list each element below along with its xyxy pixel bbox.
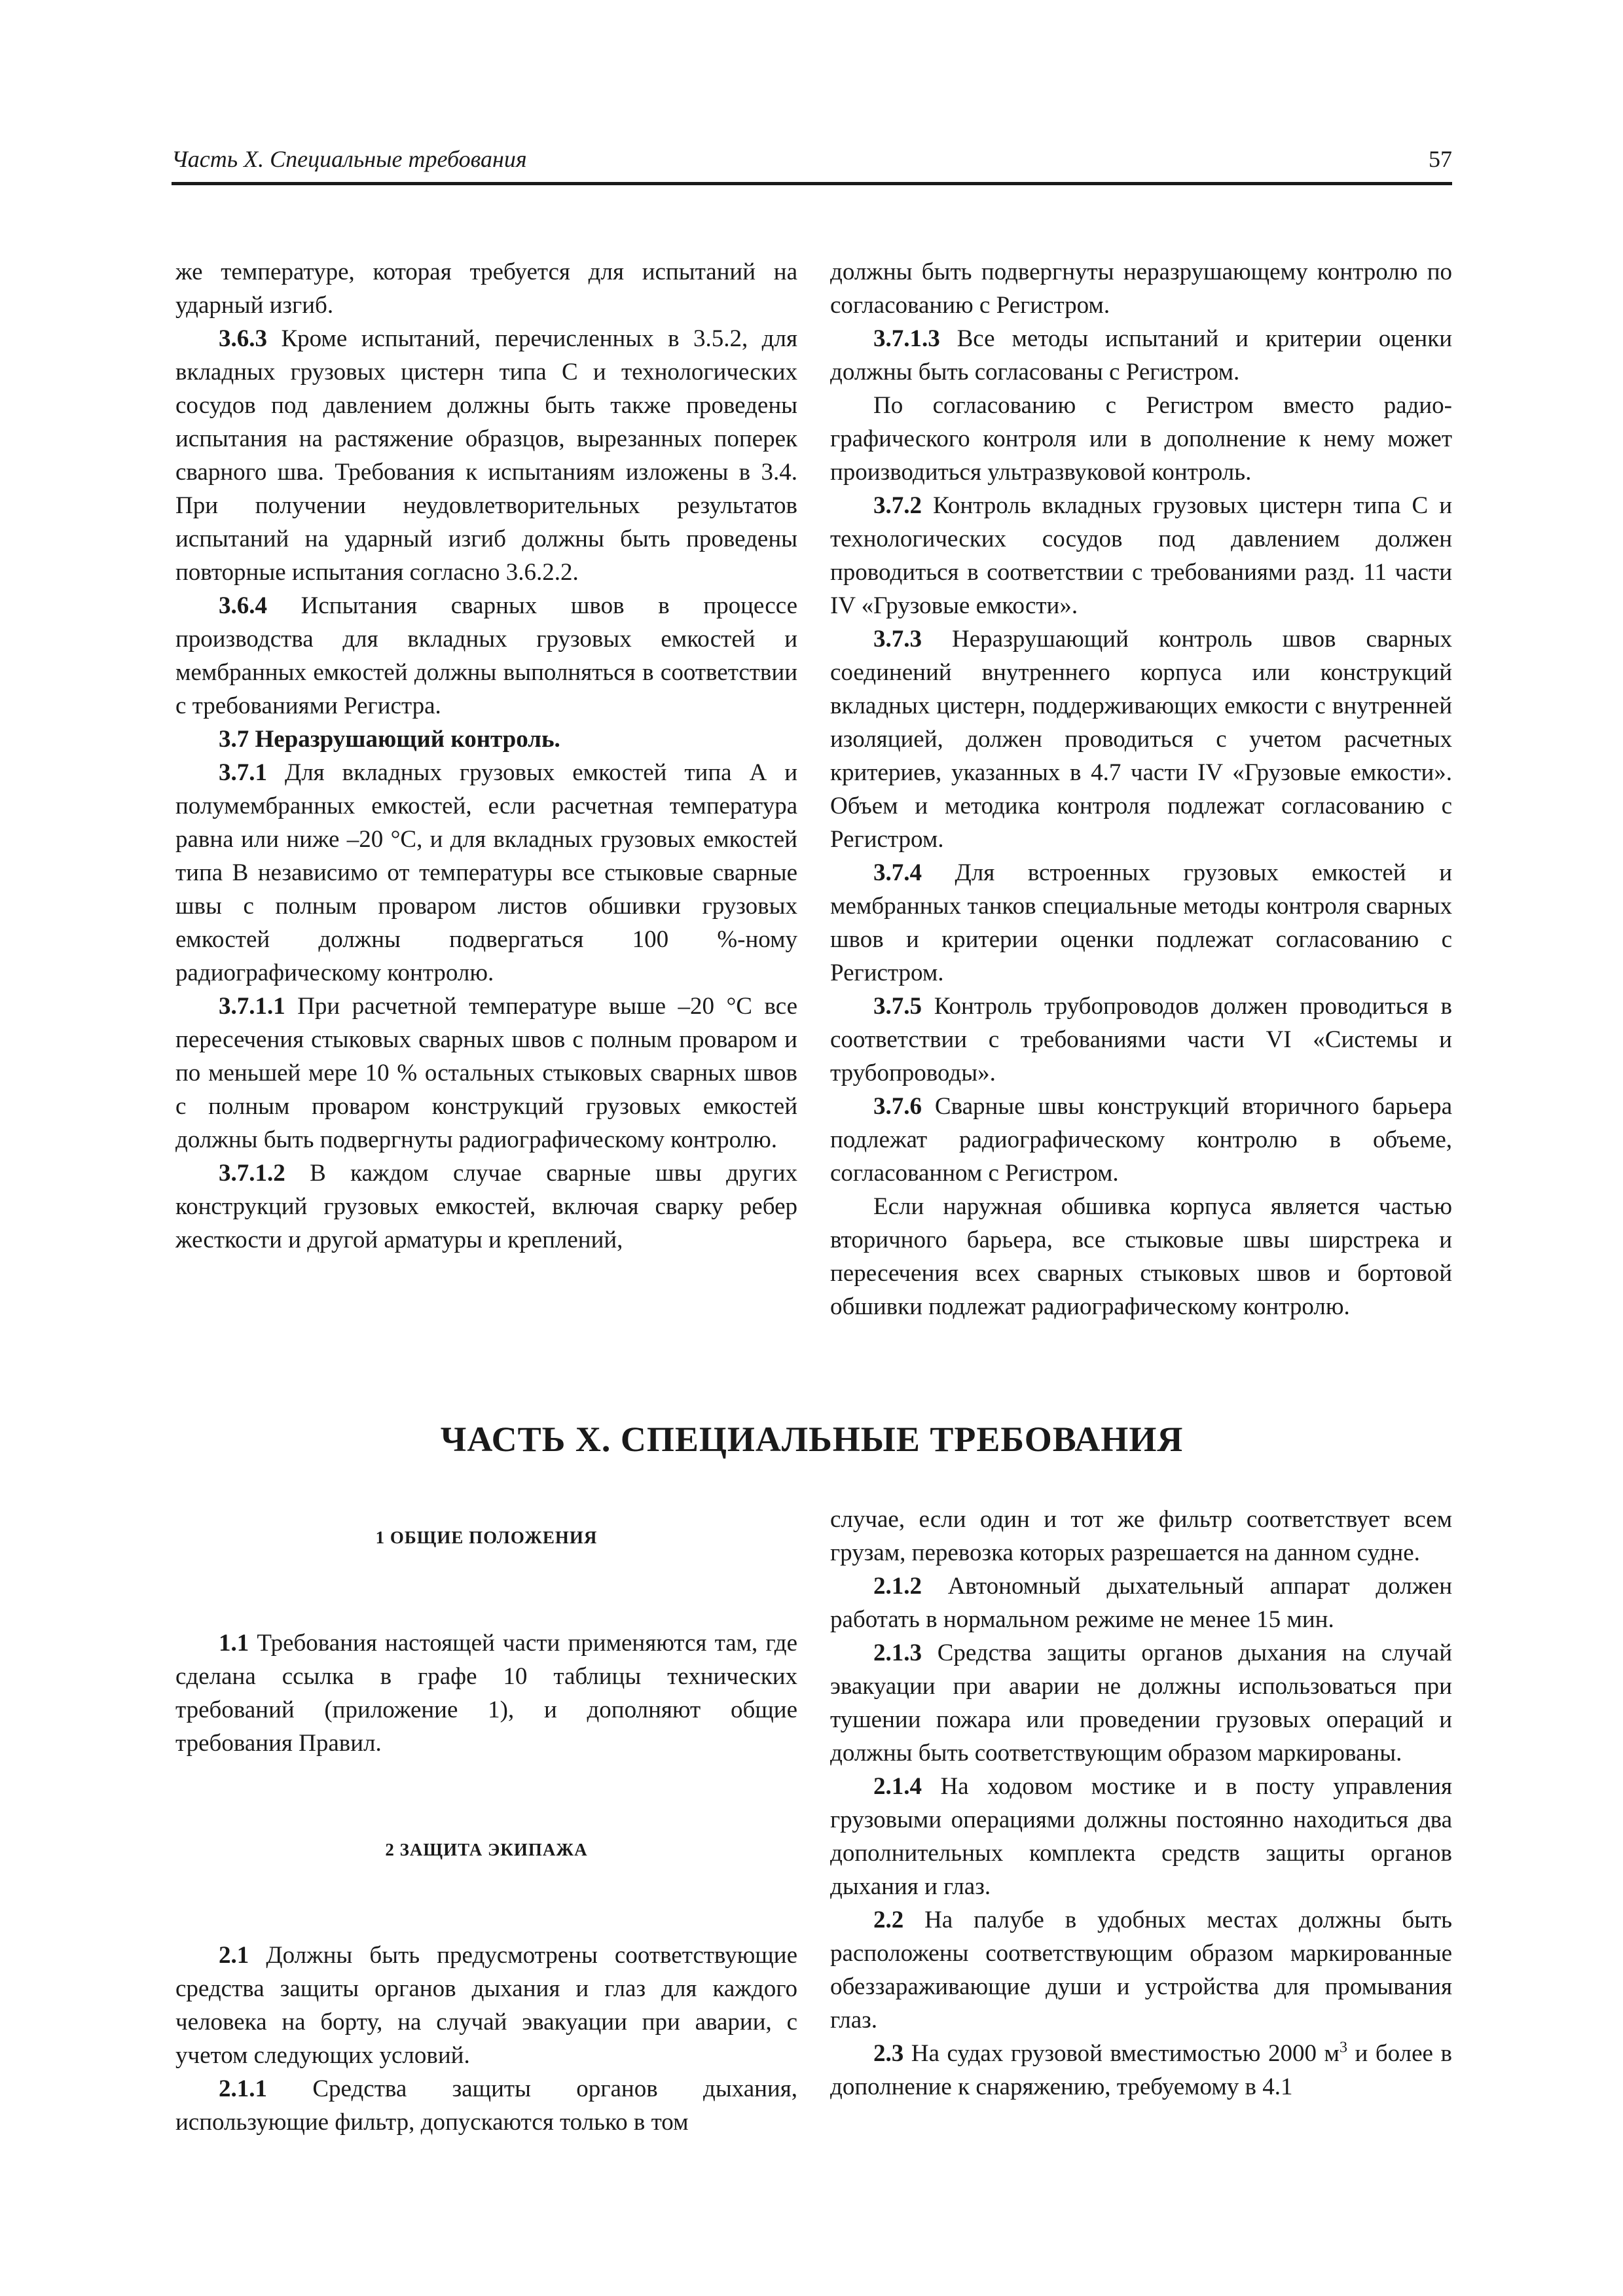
paragraph-text: Требования настоящей части применяются там, где сделана ссылка в графе 10 таблицы технических требований (приложение 1), и дополняют общие требования Правил. xyxy=(175,1630,797,1757)
paragraph-text: Если наружная обшивка корпуса является частью вторичного барьера, все стыковые швы ширстрека и пересечения всех сварных стыковых швов и бортовой обшивки подлежат радиографическому контролю. xyxy=(830,1193,1452,1320)
paragraph xyxy=(830,1503,1452,1570)
paragraph-number: 3.7.1.1 xyxy=(219,993,285,1020)
paragraph-text: На ходовом мостике и в посту управления грузовыми операциями должны постоянно находиться два дополнительных комплекта средств защиты органов дыхания и глаз. xyxy=(830,1773,1452,1900)
paragraph-number: 3.7.2 xyxy=(873,492,922,519)
column-top-right xyxy=(830,255,1452,1323)
paragraph-text: На судах грузовой вместимостью 2000 м xyxy=(903,2040,1340,2067)
paragraph-number: 3.7.3 xyxy=(873,626,922,653)
paragraph-text: Должны быть предусмотрены соответствующие средства защиты органов дыхания и глаз для каждого человека на борту, на случай эвакуации при аварии, с учетом следующих условий. xyxy=(175,1942,797,2069)
paragraph-number: 3.7.5 xyxy=(873,993,922,1020)
column-bottom-left xyxy=(175,1503,797,2139)
paragraph-number: 3.7 Неразрушающий контроль. xyxy=(219,726,560,753)
superscript: 3 xyxy=(1339,2039,1347,2056)
paragraph-text: Для встроенных грузовых емкостей и мембранных танков специальные методы контроля сварных швов и критерии оценки подлежат согласованию с Регистром. xyxy=(830,859,1452,986)
paragraph-number: 2.1 xyxy=(219,1942,249,1969)
paragraph-text: Все методы испытаний и критерии оценки должны быть согласованы с Регистром. xyxy=(830,325,1452,386)
paragraph xyxy=(175,1939,797,2072)
paragraph-text: Средства защиты органов дыхания на случай эвакуации при аварии не должны использоваться при тушении пожара или проведении грузовых операций и должны быть соответствующим образом маркированы. xyxy=(830,1640,1452,1767)
section-heading-crew-protection: 2 ЗАЩИТА ЭКИПАЖА xyxy=(385,1840,588,1859)
paragraph-text: На палубе в удобных местах должны быть расположены соответствующим образом маркированные обеззараживающие души и устройства для промывания глаз. xyxy=(830,1907,1452,2034)
paragraph xyxy=(830,255,1452,322)
paragraph-text: Контроль вкладных грузовых цистерн типа С и технологических сосудов под давлением должен проводиться в соответствии с требованиями разд. 11 части IV «Грузовые емкости». xyxy=(830,492,1452,619)
paragraph xyxy=(175,756,797,990)
paragraph xyxy=(830,1770,1452,1903)
paragraph-number: 3.7.4 xyxy=(873,859,922,886)
paragraph-text: Испытания сварных швов в процессе производства для вкладных грузовых емкостей и мембранных емкостей должны выполняться в соответствии с требованиями Регистра. xyxy=(175,592,797,719)
paragraph-text: Автономный дыхательный аппарат должен работать в нормальном режиме не менее 15 мин. xyxy=(830,1573,1452,1633)
section-crew-continued xyxy=(830,1503,1452,2037)
paragraph-text: В каждом случае сварные швы других конструкций грузовых емкостей, включая сварку ребер жесткости и другой арматуры и креплений, xyxy=(175,1160,797,1253)
paragraph xyxy=(830,856,1452,990)
paragraph-text: должны быть подвергнуты неразрушающему контролю по согласованию с Регистром. xyxy=(830,259,1452,319)
paragraph-number: 1.1 xyxy=(219,1630,249,1657)
paragraph-number: 3.7.1.2 xyxy=(219,1160,285,1187)
paragraph-number: 3.7.1 xyxy=(219,759,267,786)
paragraph xyxy=(830,1090,1452,1190)
paragraph-text: Сварные швы конструкций вторичного барьера подлежат радиографическому контролю в объеме, согласованном с Регистром. xyxy=(830,1093,1452,1187)
paragraph xyxy=(175,2072,797,2139)
paragraph-number: 2.3 xyxy=(873,2040,904,2067)
paragraph-number: 3.7.1.3 xyxy=(873,325,940,352)
paragraph-number: 2.1.2 xyxy=(873,1573,922,1600)
paragraph-text: Для вкладных грузовых емкостей типа А и полумембранных емкостей, если расчетная температура равна или ниже –20 °С, и для вкладных грузовых емкостей типа В независимо от температуры все стыковые сварные швы с полным проваром листов обшивки грузовых емкостей должны подвергаться 100 %-ному радиографическому контролю. xyxy=(175,759,797,986)
paragraph-number: 3.6.4 xyxy=(219,592,267,619)
paragraph-text: случае, если один и тот же фильтр соответствует всем грузам, перевозка которых разрешается на данном судне. xyxy=(830,1506,1452,1566)
paragraph xyxy=(175,990,797,1157)
paragraph-number: 2.2 xyxy=(873,1907,904,1933)
paragraph-number: 2.1.1 xyxy=(219,2075,267,2102)
section-general-body xyxy=(175,1626,797,1760)
paragraph-number: 2.1.4 xyxy=(873,1773,922,1800)
paragraph-number: 2.1.3 xyxy=(873,1640,922,1666)
part-title: ЧАСТЬ X. СПЕЦИАЛЬНЫЕ ТРЕБОВАНИЯ xyxy=(440,1420,1184,1459)
paragraph-text: Контроль трубопроводов должен проводиться в соответствии с требованиями части VI «Системы и трубопроводы». xyxy=(830,993,1452,1086)
paragraph xyxy=(175,1157,797,1257)
paragraph xyxy=(830,322,1452,389)
paragraph xyxy=(830,489,1452,622)
paragraph xyxy=(830,1570,1452,1636)
paragraph xyxy=(830,1636,1452,1770)
paragraph-text: При расчетной температуре выше –20 °С все пересечения стыковых сварных швов с полным проваром и по меньшей мере 10 % остальных стыковых сварных швов с полным проваром конструкций грузовых емкостей должны быть подвергнуты радиографическому контролю. xyxy=(175,993,797,1153)
header-title: Часть X. Специальные требования xyxy=(172,146,527,172)
section-heading-general: 1 ОБЩИЕ ПОЛОЖЕНИЯ xyxy=(375,1528,598,1547)
paragraph xyxy=(175,1626,797,1760)
column-top-left xyxy=(175,255,797,1257)
paragraph-text: Кроме испытаний, перечисленных в 3.5.2, для вкладных грузовых цистерн типа С и технологических сосудов под давлением должны быть также проведены испытания на растяжение образцов, вырезанных поперек сварного шва. Требования к испытаниям изложены в 3.4. При получении неудовлетворительных результатов испытаний на ударный изгиб должны быть проведены повторные испытания согласно 3.6.2.2. xyxy=(175,325,797,586)
page-number: 57 xyxy=(1429,146,1452,172)
section-crew-body xyxy=(175,1939,797,2139)
paragraph xyxy=(830,1190,1452,1323)
paragraph xyxy=(830,389,1452,489)
paragraph-text: По согласованию с Регистром вместо радиографического контроля или в дополнение к нему может производиться ультразвуковой контроль. xyxy=(830,392,1452,486)
paragraph xyxy=(175,322,797,589)
paragraph xyxy=(830,990,1452,1090)
paragraph-text: и более в дополнение к снаряжению, требуемому в 4.1 xyxy=(830,2040,1452,2100)
paragraph-text: Средства защиты органов дыхания, использующие фильтр, допускаются только в том xyxy=(175,2075,797,2136)
paragraph xyxy=(830,2037,1452,2104)
paragraph xyxy=(175,589,797,723)
paragraph-number: 3.6.3 xyxy=(219,325,267,352)
paragraph-number: 3.7.6 xyxy=(873,1093,922,1120)
paragraph-text: же температуре, которая требуется для испытаний на ударный изгиб. xyxy=(175,259,797,319)
paragraph-text: Неразрушающий контроль швов сварных соединений внутреннего корпуса или конструкций вкладных цистерн, поддерживающих емкости с внутренней изоляцией, должен проводиться с учетом расчетных критериев, указанных в 4.7 части IV «Грузовые емкости». Объем и методика контроля подлежат согласованию с Регистром. xyxy=(830,626,1452,853)
paragraph xyxy=(830,1903,1452,2037)
paragraph xyxy=(175,723,797,756)
paragraph xyxy=(175,255,797,322)
running-header xyxy=(172,145,1452,185)
column-bottom-right xyxy=(830,1503,1452,2104)
paragraph xyxy=(830,622,1452,856)
